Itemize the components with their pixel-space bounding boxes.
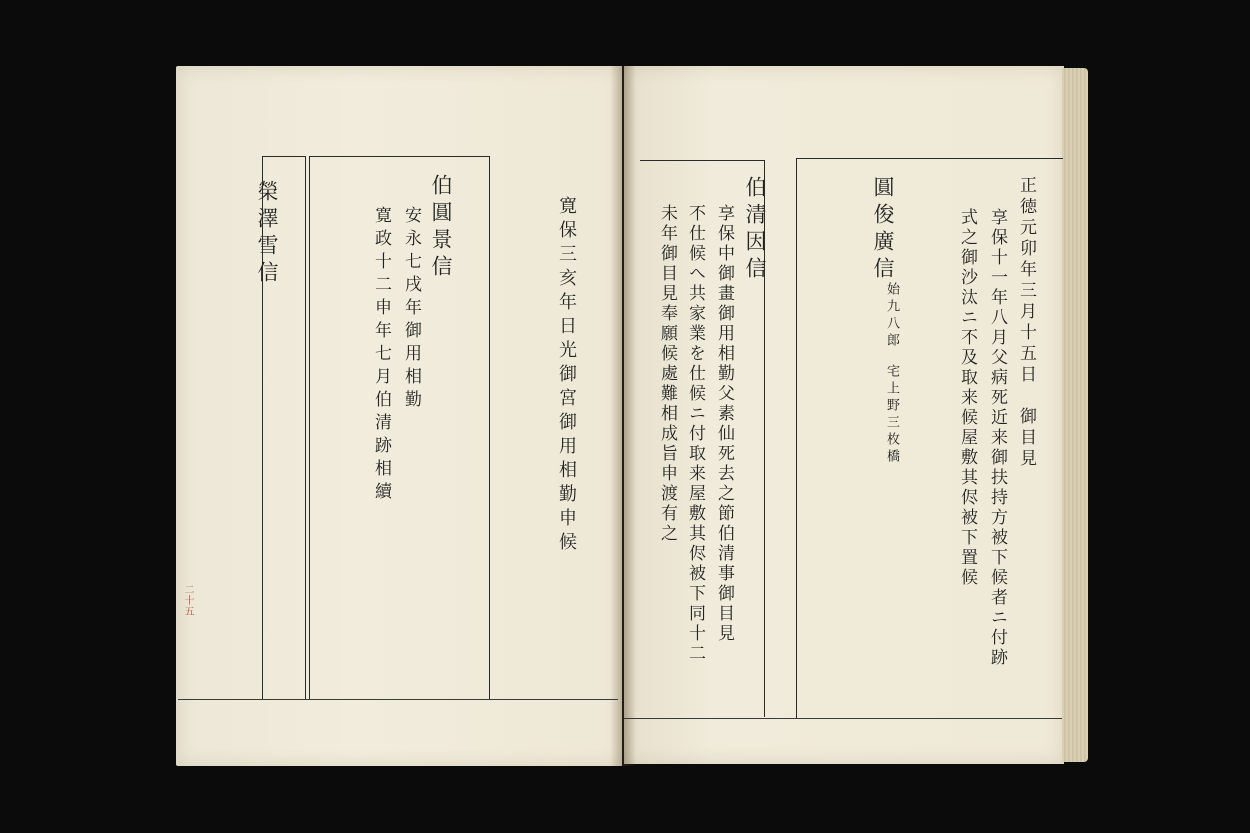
name-hakuen: 伯圓景信 xyxy=(429,174,453,282)
name-hakusei: 伯清因信 xyxy=(743,176,767,284)
shotoku-line1: 正徳元卯年三月十五日 御目見 xyxy=(1016,176,1036,470)
rule-line-left-bottom xyxy=(178,699,618,700)
hakusei-line2: 不仕候へ共家業を仕候ニ付取来屋敷其侭被下同十二 xyxy=(685,204,705,664)
hakuen-line2: 寛政十二申年七月伯清跡相續 xyxy=(371,206,391,505)
name-sakurasawa: 榮澤雪信 xyxy=(255,180,279,288)
hakusei-line3: 未年御目見奉願候處難相成旨申渡有之 xyxy=(657,204,677,544)
en-note1: 始九八郎 xyxy=(884,282,899,350)
shotoku-line2: 享保十一年八月父病死近来御扶持方被下候者ニ付跡 xyxy=(987,208,1007,668)
book-gutter xyxy=(610,66,636,766)
hakusei-line1: 享保中御畫御用相勤父素仙死去之節伯清事御目見 xyxy=(714,204,734,644)
shotoku-line3: 式之御沙汰ニ不及取来候屋敷其侭被下置候 xyxy=(957,208,977,588)
kanpo-line1: 寛保三亥年日光御宮御用相勤申候 xyxy=(556,196,577,556)
hakuen-line1: 安永七戌年御用相勤 xyxy=(401,206,421,413)
en-note2: 宅上野三枚橋 xyxy=(884,364,899,466)
page-number: 二十五 xyxy=(182,584,193,617)
page-edges xyxy=(1062,68,1088,762)
rule-line-right-bottom xyxy=(624,718,1062,719)
name-en: 圓俊廣信 xyxy=(871,176,895,284)
